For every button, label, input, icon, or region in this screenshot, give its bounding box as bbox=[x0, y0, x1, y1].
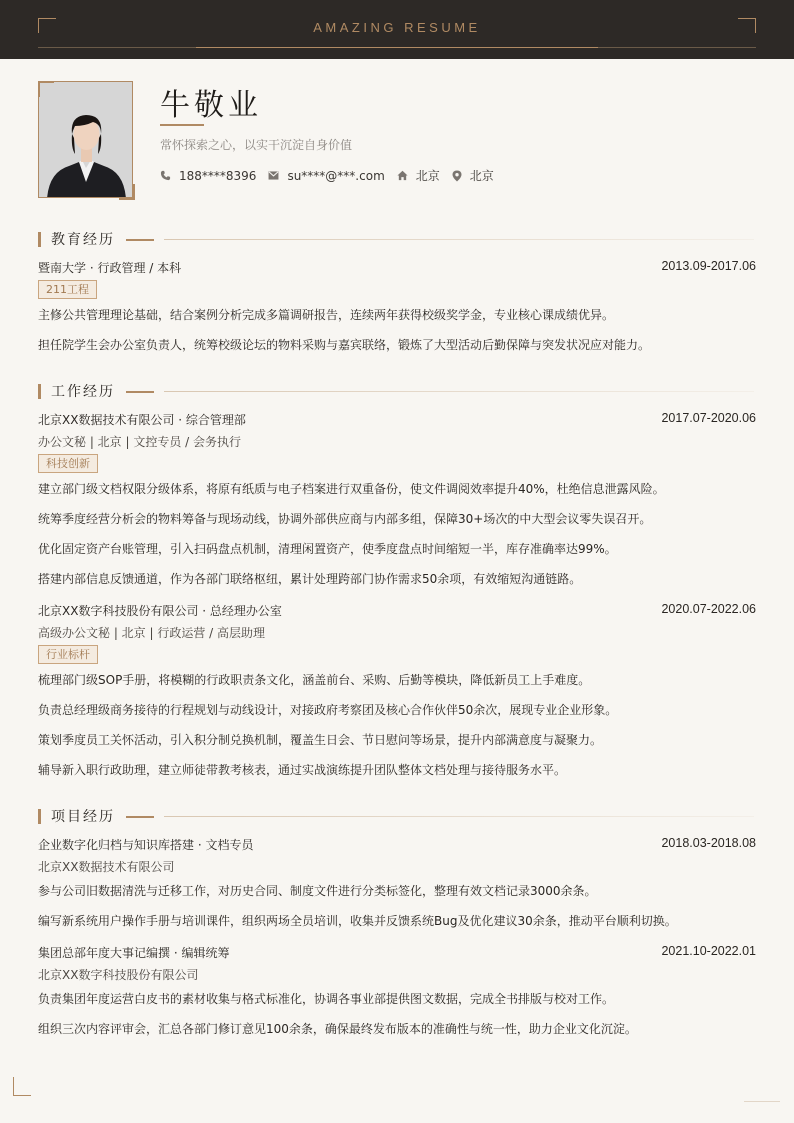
project-point: 参与公司旧数据清洗与迁移工作，对历史合同、制度文件进行分类标签化，整理有效文档记录3000余条。 bbox=[38, 884, 597, 898]
section-title: 教育经历 bbox=[51, 232, 115, 248]
education-point: 担任院学生会办公室负责人，统筹校级论坛的物料采购与嘉宾联络，锻炼了大型活动后勤保障与突发状况应对能力。 bbox=[38, 338, 651, 352]
project-point: 组织三次内容评审会，汇总各部门修订意见100余条，确保最终发布版本的准确性与统一性，助力企业文化沉淀。 bbox=[38, 1022, 637, 1036]
footer-rule-right bbox=[744, 1101, 780, 1102]
profile-motto: 常怀探索之心，以实干沉淀自身价值 bbox=[160, 138, 353, 152]
contact-list bbox=[160, 167, 506, 184]
phone-value: 188****8396 bbox=[179, 168, 257, 183]
section-projects bbox=[38, 808, 756, 826]
section-line bbox=[164, 816, 754, 817]
work-point: 建立部门级文档权限分级体系，将原有纸质与电子档案进行双重备份，使文件调阅效率提升40%，杜绝信息泄露风险。 bbox=[38, 482, 665, 496]
education-date: 2013.09-2017.06 bbox=[661, 259, 756, 273]
section-bar bbox=[38, 232, 41, 247]
section-line bbox=[164, 239, 754, 240]
work-date: 2017.07-2020.06 bbox=[661, 411, 756, 425]
section-education bbox=[38, 231, 756, 249]
education-point: 主修公共管理理论基础，结合案例分析完成多篇调研报告，连续两年获得校级奖学金，专业核心课成绩优异。 bbox=[38, 308, 615, 322]
project-company: 北京XX数据技术有限公司 bbox=[38, 860, 175, 874]
section-bar bbox=[38, 384, 41, 399]
email-value: su****@***.com bbox=[287, 168, 385, 183]
section-title: 项目经历 bbox=[51, 809, 115, 825]
work-point: 搭建内部信息反馈通道，作为各部门联络枢纽，累计处理跨部门协作需求50余项，有效缩短沟通链路。 bbox=[38, 572, 582, 586]
work-subtitle: 高级办公文秘 | 北京 | 行政运营 / 高层助理 bbox=[38, 626, 266, 640]
contact-phone bbox=[160, 169, 256, 183]
contact-location bbox=[452, 167, 494, 184]
project-title: 集团总部年度大事记编撰 · 编辑统筹 bbox=[38, 946, 230, 960]
location-pin-icon bbox=[452, 170, 462, 182]
section-bar bbox=[38, 809, 41, 824]
work-point: 辅导新入职行政助理，建立师徒带教考核表，通过实战演练提升团队整体文档处理与接待服务水平。 bbox=[38, 763, 567, 777]
work-point: 策划季度员工关怀活动，引入积分制兑换机制，覆盖生日会、节日慰问等场景，提升内部满意度与凝聚力。 bbox=[38, 733, 603, 747]
hometown-value: 北京 bbox=[415, 169, 440, 183]
work-tag: 科技创新 bbox=[38, 454, 98, 473]
education-title: 暨南大学 · 行政管理 / 本科 bbox=[38, 261, 182, 275]
work-subtitle: 办公文秘 | 北京 | 文控专员 / 会务执行 bbox=[38, 435, 242, 449]
avatar-corner-bottom bbox=[119, 184, 135, 200]
project-date: 2018.03-2018.08 bbox=[661, 836, 756, 850]
avatar bbox=[38, 81, 133, 198]
project-point: 编写新系统用户操作手册与培训课件，组织两场全员培训，收集并反馈系统Bug及优化建议30余条，推动平台顺利切换。 bbox=[38, 914, 677, 928]
project-title: 企业数字化归档与知识库搭建 · 文档专员 bbox=[38, 838, 254, 852]
header-rule-accent bbox=[196, 47, 598, 48]
avatar-portrait-icon bbox=[39, 82, 133, 198]
section-dash bbox=[126, 816, 154, 818]
work-point: 统筹季度经营分析会的物料筹备与现场动线，协调外部供应商与内部多组，保障30+场次的中大型会议零失误召开。 bbox=[38, 512, 652, 526]
education-tag: 211工程 bbox=[38, 280, 97, 299]
footer-corner-left bbox=[13, 1077, 31, 1096]
work-date: 2020.07-2022.06 bbox=[661, 602, 756, 616]
project-date: 2021.10-2022.01 bbox=[661, 944, 756, 958]
name-underline bbox=[160, 124, 204, 126]
avatar-corner-top bbox=[38, 81, 54, 97]
work-title: 北京XX数据技术有限公司 · 综合管理部 bbox=[38, 413, 246, 427]
work-title: 北京XX数字科技股份有限公司 · 总经理办公室 bbox=[38, 604, 282, 618]
section-title: 工作经历 bbox=[51, 384, 115, 400]
home-icon bbox=[397, 170, 408, 181]
section-dash bbox=[126, 391, 154, 393]
phone-icon bbox=[160, 170, 171, 181]
brand-title: AMAZING RESUME bbox=[313, 20, 481, 35]
location-value: 北京 bbox=[469, 169, 494, 183]
work-point: 负责总经理级商务接待的行程规划与动线设计，对接政府考察团及核心合作伙伴50余次，展现专业企业形象。 bbox=[38, 703, 618, 717]
section-line bbox=[164, 391, 754, 392]
section-work bbox=[38, 383, 756, 401]
contact-email bbox=[268, 169, 384, 183]
work-tag: 行业标杆 bbox=[38, 645, 98, 664]
section-dash bbox=[126, 239, 154, 241]
project-company: 北京XX数字科技股份有限公司 bbox=[38, 968, 199, 982]
mail-icon bbox=[268, 171, 279, 180]
work-point: 梳理部门级SOP手册，将模糊的行政职责条文化，涵盖前台、采购、后勤等模块，降低新员工上手难度。 bbox=[38, 673, 591, 687]
header-band bbox=[0, 0, 794, 59]
contact-hometown bbox=[397, 167, 440, 184]
work-point: 优化固定资产台账管理，引入扫码盘点机制，清理闲置资产，使季度盘点时间缩短一半，库存准确率达99%。 bbox=[38, 542, 617, 556]
profile-name: 牛敬业 bbox=[160, 88, 262, 123]
project-point: 负责集团年度运营白皮书的素材收集与格式标准化，协调各事业部提供图文数据，完成全书排版与校对工作。 bbox=[38, 992, 615, 1006]
